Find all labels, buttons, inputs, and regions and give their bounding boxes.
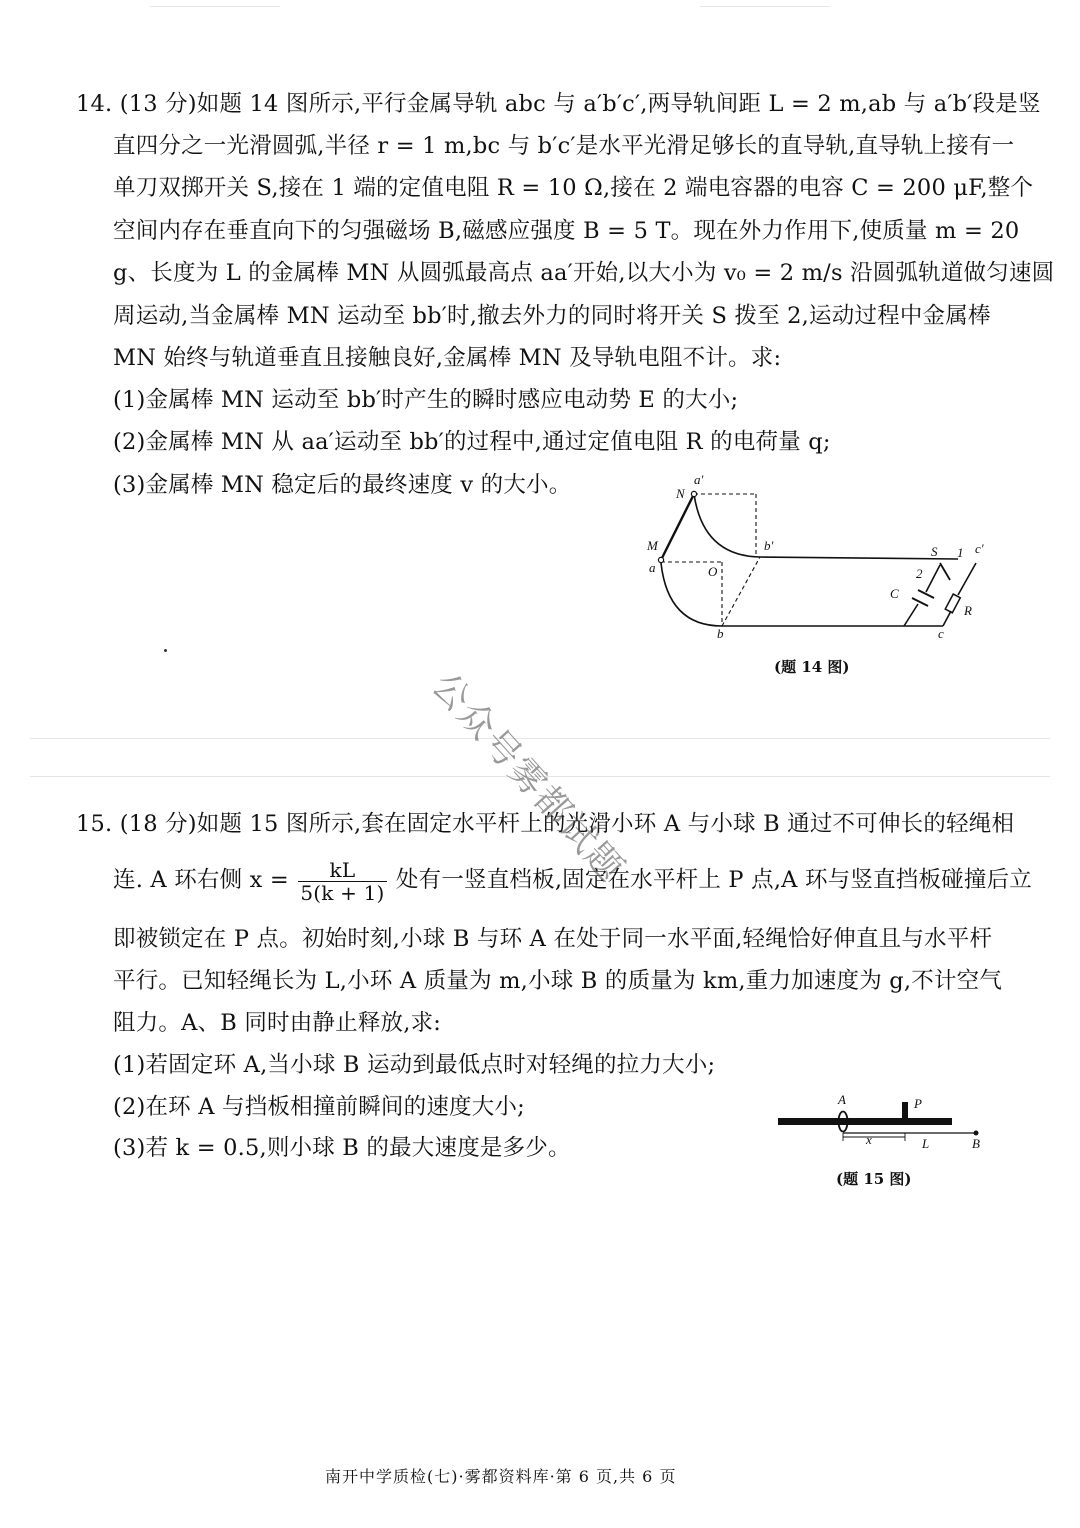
label-c-capacitor: C xyxy=(890,586,899,601)
q14-sub-3: (3)金属棒 MN 稳定后的最终速度 v 的大小。 xyxy=(113,472,572,498)
label-s: S xyxy=(931,544,938,559)
label-2: 2 xyxy=(916,566,923,581)
ball-b xyxy=(974,1131,979,1136)
baffle-p xyxy=(902,1102,908,1119)
label-a-prime: a′ xyxy=(694,472,704,487)
point-n xyxy=(691,491,696,496)
label-c: c xyxy=(938,626,944,641)
q14-sub-2: (2)金属棒 MN 从 aa′运动至 bb′的过程中,通过定值电阻 R 的电荷量 q; xyxy=(113,429,831,455)
label-ball-b: B xyxy=(972,1136,980,1151)
figure-15-diagram xyxy=(0,1080,1080,1170)
label-l: L xyxy=(922,1136,930,1151)
q15-line-2-pre: 连. A 环右侧 x = xyxy=(113,867,289,893)
label-o: O xyxy=(708,564,718,579)
label-1: 1 xyxy=(957,545,964,560)
q15-sub-3: (3)若 k = 0.5,则小球 B 的最大速度是多少。 xyxy=(113,1135,571,1161)
capacitor-plate-2 xyxy=(912,598,928,606)
q15-line-4: 平行。已知轻绳长为 L,小环 A 质量为 m,小球 B 的质量为 km,重力加速度为 g,不计空气 xyxy=(113,968,1003,994)
q14-sub-1: (1)金属棒 MN 运动至 bb′时产生的瞬时感应电动势 E 的大小; xyxy=(113,387,739,413)
q14-line-3: 单刀双掷开关 S,接在 1 端的定值电阻 R = 10 Ω,接在 2 端电容器的电容 C = 200 μF,整个 xyxy=(113,175,1034,201)
cap-wire-bottom xyxy=(904,604,918,626)
label-point-p: P xyxy=(914,1096,922,1111)
label-b-prime: b′ xyxy=(764,538,774,553)
label-n: N xyxy=(676,486,685,501)
page-footer: 南开中学质检(七)·雾都资料库·第 6 页,共 6 页 xyxy=(325,1467,677,1486)
scan-separator xyxy=(30,738,1050,739)
dash-diagonal xyxy=(722,557,760,626)
q15-line-3: 即被锁定在 P 点。初始时刻,小球 B 与环 A 在处于同一水平面,轻绳恰好伸直且与水平杆 xyxy=(113,926,993,952)
figure-15-caption: (题 15 图) xyxy=(836,1170,912,1188)
resistor-r xyxy=(945,594,960,613)
q15-sub-2: (2)在环 A 与挡板相撞前瞬间的速度大小; xyxy=(113,1094,525,1120)
q14-line-6: 周运动,当金属棒 MN 运动至 bb′时,撤去外力的同时将开关 S 拨至 2,运动过程中金属棒 xyxy=(113,303,991,329)
fraction-x xyxy=(298,859,386,904)
q15-line-2-post: 处有一竖直档板,固定在水平杆上 P 点,A 环与竖直挡板碰撞后立 xyxy=(395,867,1032,893)
fraction-denominator: 5(k + 1) xyxy=(300,880,385,905)
point-m xyxy=(658,557,663,562)
label-b: b xyxy=(717,626,724,641)
switch-s-blade xyxy=(940,563,950,580)
q14-line-4: 空间内存在垂直向下的匀强磁场 B,磁感应强度 B = 5 T。现在外力作用下,使质量 m = 20 xyxy=(113,218,1020,244)
q15-line-5: 阻力。A、B 同时由静止释放,求: xyxy=(113,1010,442,1036)
q14-line-5: g、长度为 L 的金属棒 MN 从圆弧最高点 aa′开始,以大小为 v₀ = 2 m/s 沿圆弧轨道做匀速圆 xyxy=(113,260,1055,286)
label-m: M xyxy=(647,538,658,553)
fraction-numerator: kL xyxy=(298,859,386,882)
q15-sub-1: (1)若固定环 A,当小球 B 运动到最低点时对轻绳的拉力大小; xyxy=(113,1052,716,1078)
q14-line-1: 14. (13 分)如题 14 图所示,平行金属导轨 abc 与 a′b′c′,两导轨间距 L = 2 m,ab 与 a′b′段是竖 xyxy=(76,91,1041,117)
label-c-prime: c′ xyxy=(975,541,984,556)
cap-wire-top xyxy=(926,565,940,592)
rod-mn xyxy=(661,494,694,560)
figure-14-caption: (题 14 图) xyxy=(774,658,850,676)
label-ring-a: A xyxy=(838,1092,846,1107)
watermark: 公众号雾都试题 xyxy=(423,665,633,891)
label-x: x xyxy=(866,1132,872,1147)
rail-rear-straight xyxy=(760,557,958,559)
figure-14-diagram xyxy=(0,0,1080,700)
rail-end-link-bottom xyxy=(943,611,951,626)
label-a: a xyxy=(649,560,656,575)
stray-dot xyxy=(164,649,167,652)
rail-rear-arc xyxy=(694,494,760,557)
q14-line-7: MN 始终与轨道垂直且接触良好,金属棒 MN 及导轨电阻不计。求: xyxy=(113,345,782,371)
horizontal-rod xyxy=(778,1118,952,1125)
q15-line-1: 15. (18 分)如题 15 图所示,套在固定水平杆上的光滑小环 A 与小球 B 通过不可伸长的轻绳相 xyxy=(76,811,1015,837)
q14-line-2: 直四分之一光滑圆弧,半径 r = 1 m,bc 与 b′c′是水平光滑足够长的直导轨,直导轨上接有一 xyxy=(113,133,1015,159)
q15-line-2 xyxy=(113,855,1032,905)
rail-end-link-top xyxy=(958,563,976,595)
label-r: R xyxy=(964,603,972,618)
